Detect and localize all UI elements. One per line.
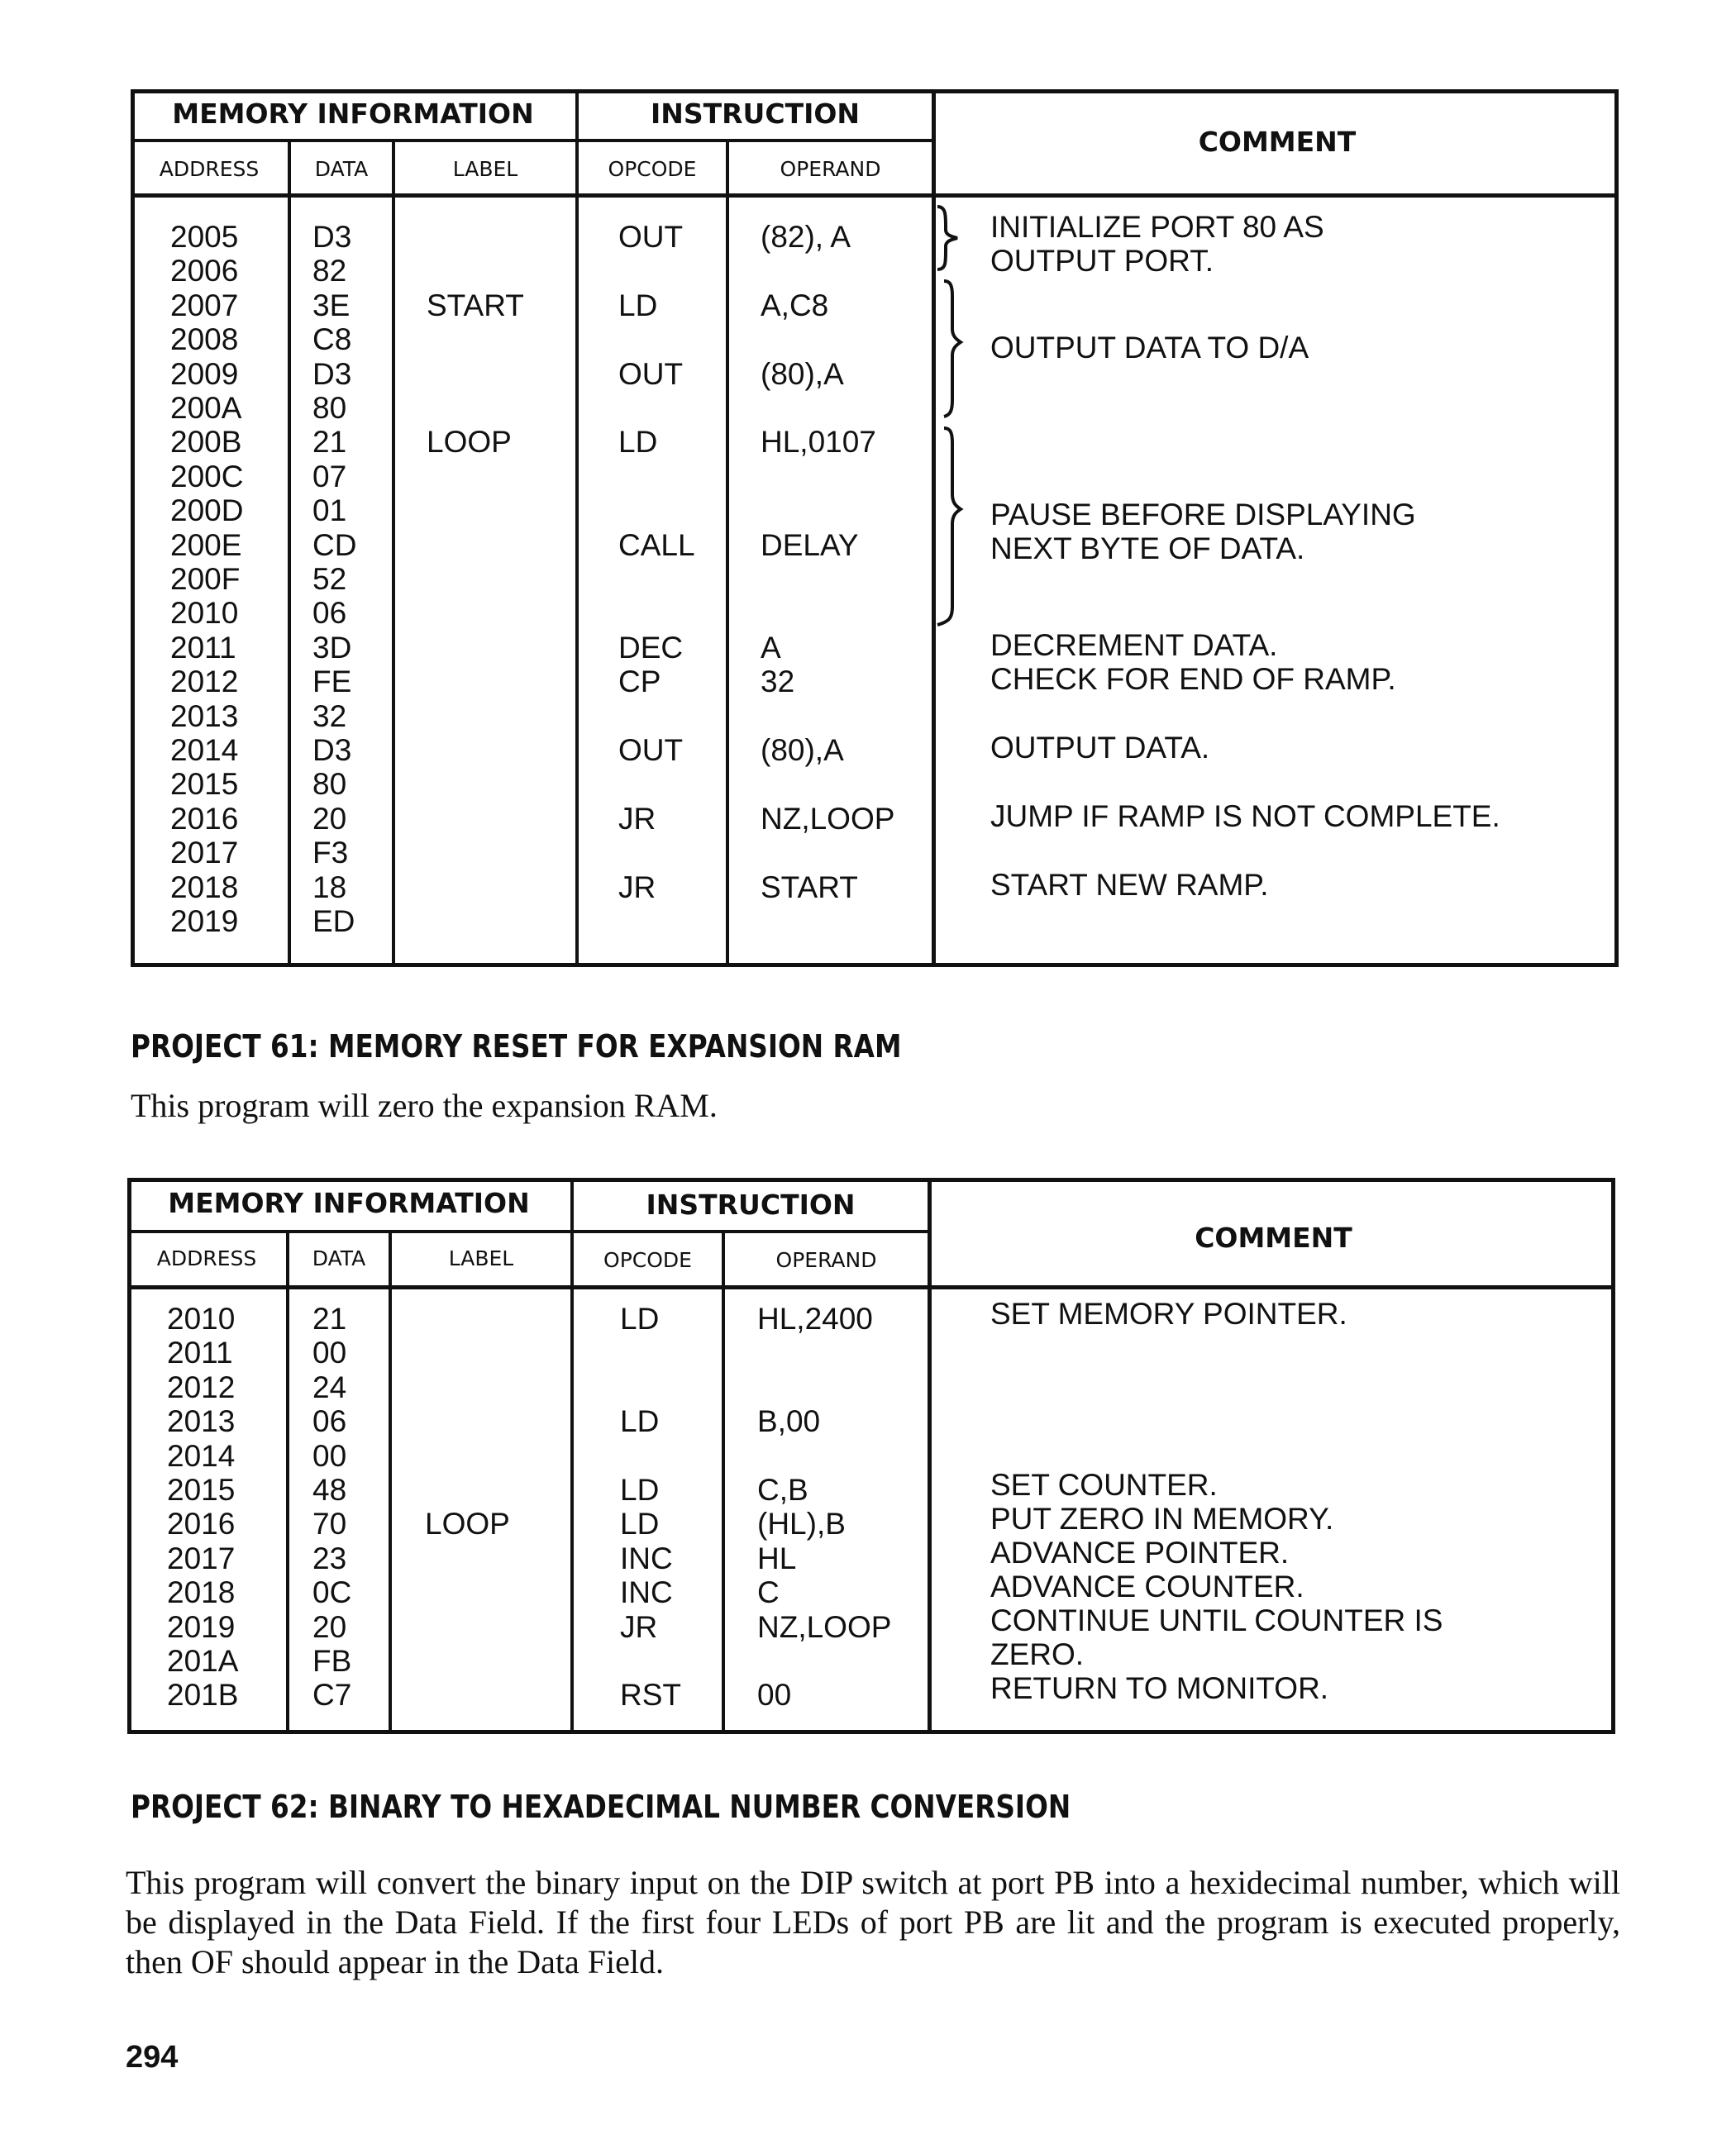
cell-address: 2017 [170,836,239,870]
cell-operand: HL,0107 [761,425,876,460]
cell-data: D3 [312,220,352,254]
cell-opcode: OUT [618,356,684,391]
comment-line: START NEW RAMP. [990,868,1269,902]
header-label: LABEL [452,157,518,181]
cell-data: 3D [312,630,352,665]
cell-operand: A [761,630,781,665]
divider [575,89,579,967]
cell-address: 2013 [170,698,239,733]
cell-data: 82 [312,254,347,288]
divider [127,1285,1615,1289]
cell-address: 200C [170,459,244,493]
cell-address: 2008 [170,322,239,357]
cell-operand: 00 [757,1678,792,1713]
header-address: ADDRESS [159,157,260,181]
cell-data: 48 [312,1473,347,1507]
cell-data: F3 [312,836,349,870]
cell-address: 200E [170,527,242,562]
cell-address: 2019 [170,904,239,938]
cell-data: 52 [312,562,347,596]
cell-data: 21 [312,1302,347,1336]
cell-address: 2015 [170,767,239,802]
cell-operand: HL,2400 [757,1302,873,1336]
comment-line: NEXT BYTE OF DATA. [990,531,1305,565]
cell-data: ED [312,904,355,938]
cell-operand: NZ,LOOP [761,801,895,836]
cell-data: 70 [312,1507,347,1541]
cell-address: 2014 [170,733,239,767]
comment-line: PAUSE BEFORE DISPLAYING [990,498,1416,531]
cell-opcode: RST [620,1678,681,1713]
cell-address: 2014 [167,1438,236,1473]
page-number: 294 [126,2040,179,2075]
cell-address: 2015 [167,1473,236,1507]
cell-address: 2016 [170,801,239,836]
cell-data: C7 [312,1678,352,1713]
header-memory-information: MEMORY INFORMATION [172,98,534,130]
cell-operand: A,C8 [761,288,829,322]
comment-line: CHECK FOR END OF RAMP. [990,662,1396,696]
brace-group-icon [932,205,966,635]
cell-operand: (80),A [761,356,844,391]
cell-operand: C,B [757,1473,808,1507]
cell-opcode: LD [620,1404,660,1439]
divider [288,139,291,967]
comment-line: ADVANCE POINTER. [990,1536,1290,1570]
cell-address: 2007 [170,288,239,322]
divider [127,1230,929,1233]
section-heading: PROJECT 62: BINARY TO HEXADECIMAL NUMBER CONVERSION [131,1789,1071,1825]
divider [392,139,395,967]
cell-address: 2010 [170,596,239,631]
cell-opcode: INC [620,1575,673,1610]
cell-data: 20 [312,801,347,836]
comment-line: RETURN TO MONITOR. [990,1671,1329,1705]
header-opcode: OPCODE [603,1248,692,1272]
cell-opcode: CALL [618,527,695,562]
cell-data: 18 [312,870,347,904]
cell-address: 201A [167,1644,239,1678]
cell-data: 07 [312,459,347,493]
comment-line: PUT ZERO IN MEMORY. [990,1502,1334,1536]
cell-data: CD [312,527,357,562]
cell-address: 2018 [167,1575,236,1610]
cell-label: START [427,288,524,322]
section-heading: PROJECT 61: MEMORY RESET FOR EXPANSION RAM [131,1028,902,1065]
cell-opcode: CP [618,665,661,699]
cell-data: 3E [312,288,351,322]
cell-address: 2013 [167,1404,236,1439]
comment-line: ZERO. [990,1637,1085,1671]
cell-operand: (HL),B [757,1507,846,1541]
cell-operand: START [761,870,858,904]
header-opcode: OPCODE [608,157,697,181]
comment-line: SET COUNTER. [990,1468,1218,1502]
cell-data: C8 [312,322,352,357]
divider [286,1230,289,1734]
divider [389,1230,392,1734]
header-memory-information: MEMORY INFORMATION [168,1187,530,1219]
cell-data: 80 [312,391,347,425]
cell-address: 200D [170,493,244,528]
comment-line: SET MEMORY POINTER. [990,1297,1347,1331]
divider [131,139,933,142]
cell-address: 2005 [170,220,239,254]
cell-label: LOOP [425,1507,510,1541]
cell-data: D3 [312,733,352,767]
comment-line: OUTPUT DATA TO D/A [990,331,1309,365]
comment-line: JUMP IF RAMP IS NOT COMPLETE. [990,799,1500,833]
cell-address: 200A [170,391,242,425]
cell-address: 200F [170,562,241,596]
comment-line: ADVANCE COUNTER. [990,1570,1304,1603]
cell-data: FB [312,1644,352,1678]
cell-operand: B,00 [757,1404,821,1439]
cell-operand: (82), A [761,220,851,254]
cell-opcode: JR [618,870,656,904]
cell-opcode: OUT [618,220,684,254]
cell-address: 2018 [170,870,239,904]
cell-data: FE [312,665,352,699]
divider [131,193,1619,198]
cell-data: 00 [312,1336,347,1370]
divider [722,1230,725,1734]
cell-address: 2017 [167,1541,236,1575]
cell-data: 24 [312,1370,347,1404]
cell-operand: DELAY [761,527,859,562]
cell-data: 23 [312,1541,347,1575]
cell-data: 20 [312,1609,347,1644]
cell-operand: 32 [761,665,795,699]
cell-operand: C [757,1575,780,1610]
header-comment: COMMENT [1198,126,1357,158]
cell-data: 06 [312,1404,347,1439]
cell-operand: (80),A [761,733,844,767]
cell-opcode: DEC [618,630,684,665]
comment-line: CONTINUE UNTIL COUNTER IS [990,1603,1443,1637]
cell-data: 80 [312,767,347,802]
cell-opcode: OUT [618,733,684,767]
cell-address: 2012 [170,665,239,699]
cell-opcode: JR [618,801,656,836]
cell-address: 2006 [170,254,239,288]
header-data: DATA [314,157,369,181]
cell-operand: HL [757,1541,797,1575]
section-text: This program will zero the expansion RAM. [131,1087,718,1124]
cell-opcode: INC [620,1541,673,1575]
divider [726,139,729,967]
cell-address: 2011 [170,630,236,665]
cell-opcode: LD [618,425,658,460]
cell-opcode: JR [620,1609,658,1644]
cell-opcode: LD [620,1473,660,1507]
cell-opcode: LD [620,1302,660,1336]
cell-data: 0C [312,1575,352,1610]
header-instruction: INSTRUCTION [646,1189,856,1221]
cell-address: 200B [170,425,242,460]
cell-address: 2010 [167,1302,236,1336]
header-operand: OPERAND [780,157,881,181]
cell-label: LOOP [427,425,512,460]
comment-line: DECREMENT DATA. [990,628,1278,662]
cell-address: 2012 [167,1370,236,1404]
comment-line: OUTPUT PORT. [990,244,1214,278]
cell-address: 2009 [170,356,239,391]
cell-opcode: LD [620,1507,660,1541]
cell-opcode: LD [618,288,658,322]
cell-data: 32 [312,698,347,733]
cell-data: D3 [312,356,352,391]
cell-address: 2019 [167,1609,236,1644]
divider [928,1178,932,1734]
comment-line: OUTPUT DATA. [990,731,1210,765]
cell-operand: NZ,LOOP [757,1609,892,1644]
header-instruction: INSTRUCTION [650,98,861,130]
header-operand: OPERAND [775,1248,877,1272]
section-text: This program will convert the binary input on the DIP switch at port PB into a hexidecimal number, which will be displayed in the Data Field. If the first four LEDs of port PB are lit and the program is executed properly, then OF should appear in the Data Field. [126,1864,1620,1980]
cell-data: 21 [312,425,347,460]
cell-data: 01 [312,493,347,528]
header-data: DATA [312,1246,366,1270]
cell-address: 201B [167,1678,239,1713]
cell-data: 00 [312,1438,347,1473]
comment-line: INITIALIZE PORT 80 AS [990,210,1324,244]
header-label: LABEL [448,1246,514,1270]
cell-data: 06 [312,596,347,631]
cell-address: 2016 [167,1507,236,1541]
header-comment: COMMENT [1195,1222,1352,1254]
header-address: ADDRESS [156,1246,257,1270]
cell-address: 2011 [167,1336,233,1370]
